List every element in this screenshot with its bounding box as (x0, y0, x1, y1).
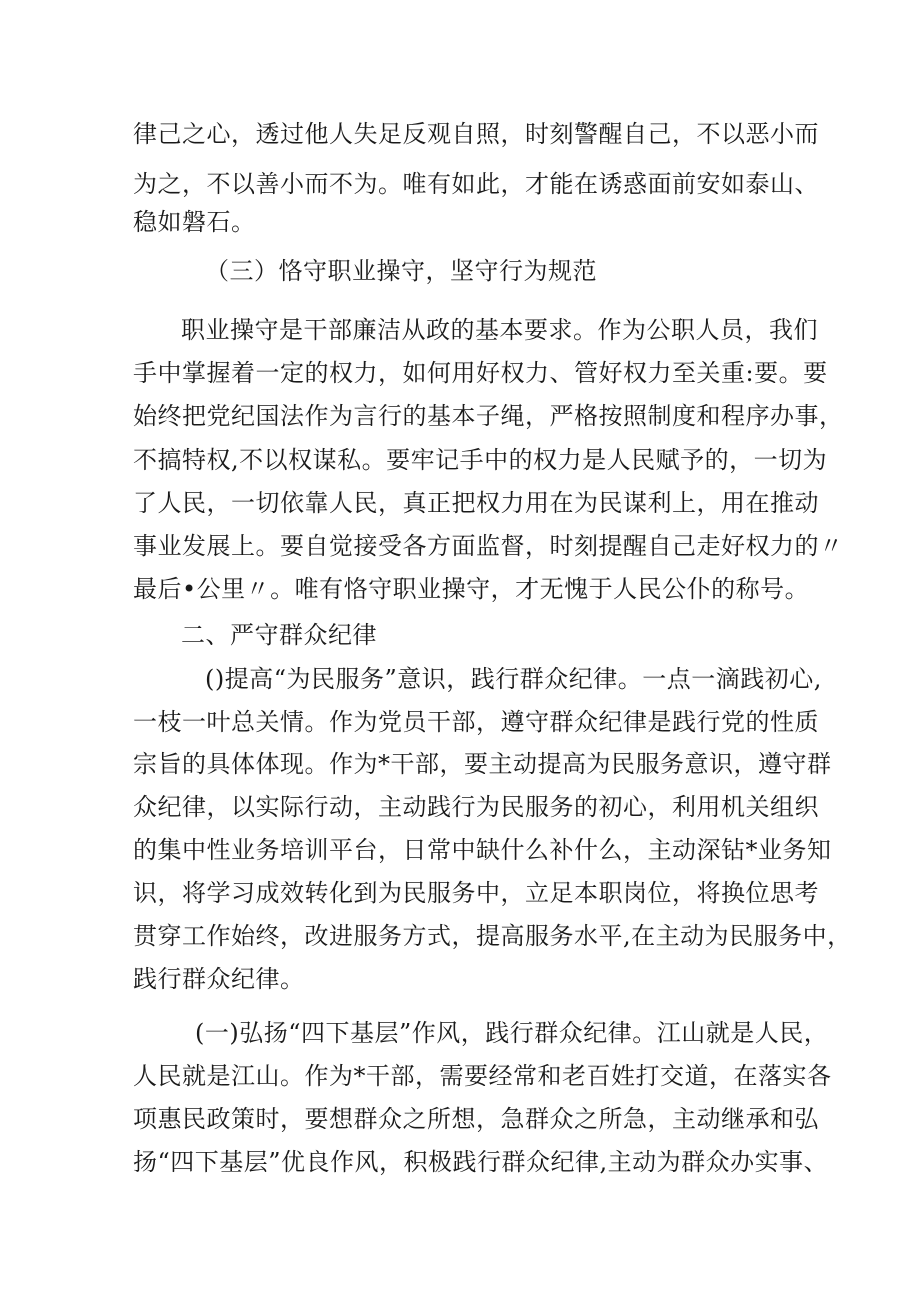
text-line-9: 了人民，一切依靠人民，真正把权力用在为民谋利上，用在推动 (133, 489, 819, 517)
section-heading-2: 二、严守群众纪律 (181, 621, 377, 649)
text-line-3: 稳如磐石。 (133, 208, 256, 236)
text-line-17: 的集中性业务培训平台，日常中缺什么补什么，主动深钻*业务知 (133, 836, 832, 864)
text-line-20: 践行群众纪律。 (133, 965, 305, 993)
text-line-22: 人民就是江山。作为*干部，需要经常和老百姓打交道，在落实各 (133, 1062, 832, 1090)
text-line-21: (一)弘扬“四下基层”作风，践行群众纪律。江山就是人民， (195, 1019, 829, 1047)
text-line-10: 事业发展上。要自觉接受各方面监督，时刻提醒自己走好权力的〃 (133, 532, 844, 560)
text-line-5: 职业操守是干部廉洁从政的基本要求。作为公职人员，我们 (181, 316, 818, 344)
text-line-19: 贯穿工作始终，改进服务方式，提高服务水平,在主动为民服务中， (133, 922, 852, 950)
text-line-24: 扬“四下基层”优良作风，积极践行群众纪律,主动为群众办实事、 (133, 1148, 829, 1176)
text-line-14: 一枝一叶总关情。作为党员干部，遵守群众纪律是践行党的性质 (133, 708, 819, 736)
text-line-2: 为之，不以善小而不为。唯有如此，才能在诱惑面前安如泰山、 (133, 170, 819, 198)
text-line-18: 识，将学习成效转化到为民服务中，立足本职岗位，将换位思考 (133, 879, 819, 907)
text-line-16: 众纪律，以实际行动，主动践行为民服务的初心，利用机关组织 (133, 793, 819, 821)
section-heading-3: （三）恪守职业操守，坚守行为规范 (205, 257, 597, 285)
text-line-8: 不搞特权,不以权谋私。要牢记手中的权力是人民赋予的，一切为 (133, 446, 828, 474)
text-line-11: 最后•公里〃。唯有恪守职业操守，才无愧于人民公仆的称号。 (133, 575, 810, 603)
text-line-23: 项惠民政策时，要想群众之所想，急群众之所急，主动继承和弘 (133, 1105, 819, 1133)
text-line-15: 宗旨的具体体现。作为*干部，要主动提高为民服务意识，遵守群 (133, 750, 832, 778)
text-line-1: 律己之心，透过他人失足反观自照，时刻警醒自己，不以恶小而 (133, 120, 819, 148)
text-line-7: 始终把党纪国法作为言行的基本子绳，严格按照制度和程序办事， (133, 402, 844, 430)
text-line-13: ()提高“为民服务”意识，践行群众纪律。一点一滴践初心, (205, 665, 822, 693)
text-line-6: 手中掌握着一定的权力，如何用好权力、管好权力至关重:要。要 (133, 359, 828, 387)
